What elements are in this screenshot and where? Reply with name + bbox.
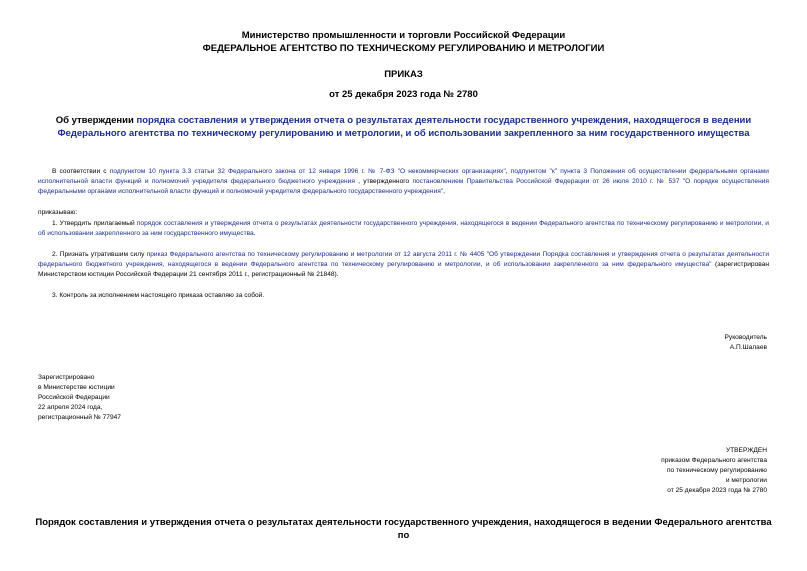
ministry-name: Министерство промышленности и торговли Российской Федерации (241, 30, 566, 41)
item-1-end: . (253, 230, 256, 237)
agency-name: ФЕДЕРАЛЬНОЕ АГЕНТСТВО ПО ТЕХНИЧЕСКОМУ РЕГУЛИРОВАНИЮ И МЕТРОЛОГИИ (202, 43, 605, 54)
approval-line: от 25 декабря 2023 года № 2780 (667, 487, 767, 494)
registration-block (38, 373, 121, 423)
procedure-link[interactable]: порядок составления и утверждения отчета о результатах деятельности государственного учреждения, находящегося в ведении Федерального агентства по техническому регулированию и метрологии, и об использовании закрепленного за ним государственного имущества (38, 220, 769, 237)
title-prefix: Об утверждении (55, 115, 137, 126)
item-2-text: 2. Признать утратившим силу (52, 251, 147, 258)
preamble-paragraph (38, 167, 769, 197)
registration-line: 22 апреля 2024 года, (38, 404, 103, 411)
registration-line: Российской Федерации (38, 394, 110, 401)
registration-line: Зарегистрировано (38, 374, 95, 381)
registration-line: регистрационный № 77947 (38, 414, 121, 421)
law-link[interactable]: подпунктом 10 пункта 3.3 статьи 32 Федерального закона от 12 января 1996 г. № 7-ФЗ "О некоммерческих организациях" (109, 168, 506, 175)
preamble-text-3: , утвержденного (354, 178, 413, 185)
appendix-title: Порядок составления и утверждения отчета о результатах деятельности государственного учреждения, находящегося в ведении Федерального агентства по (35, 517, 772, 541)
resolution-link[interactable]: постановлением Правительства Российской Федерации от 26 июля 2010 г. № 537 "О порядке осуществления федеральными органами исполнительной власти функций и полномочий учредителя федерального государственного учреждения" (38, 178, 769, 195)
document-date: от 25 декабря 2023 года № 2780 (329, 89, 478, 100)
preamble-text-1: В соответствии с (52, 168, 110, 175)
approval-block (661, 446, 767, 496)
approval-line: по техническому регулированию (666, 467, 767, 474)
item-2 (38, 250, 769, 280)
orders-word: приказываю: (38, 209, 78, 216)
regulation-link[interactable]: подпунктом "к" пункта 3 Положения об осуществлении федеральными органами исполнительной власти функций и полномочий учредителя федерального бюджетного учреждения (38, 168, 769, 185)
item-1-text: 1. Утвердить прилагаемый (52, 220, 137, 227)
title-link[interactable]: порядка составления и утверждения отчета о результатах деятельности государственного учреждения, находящегося в ведении Федерального агентства по техническому регулированию и метрологии, и об использовании закрепленного за ним государственного имущества (57, 115, 752, 139)
repealed-order-link[interactable]: приказ Федерального агентства по техническому регулированию и метрологии от 12 августа 2011 г. № 4405 "Об утверждении Порядка составления и утверждения отчета о результатах деятельности федерального бюджетного учреждения, находящегося в ведении Федерального агентства по техническому регулированию и метрологии, и об использовании закрепленного за ним федерального имущества" (38, 251, 769, 268)
registration-line: в Министерстве юстиции (38, 384, 115, 391)
item-2-end: (зарегистрирован Министерством юстиции Российской Федерации 21 сентября 2011 г., регистрационный № 21848). (38, 261, 769, 278)
approval-heading: УТВЕРЖДЕН (725, 447, 767, 454)
approval-line: и метрологии (725, 477, 767, 484)
item-3: 3. Контроль за исполнением настоящего приказа оставляю за собой. (52, 292, 265, 299)
signature-role: Руководитель (724, 334, 767, 341)
signature-name: А.П.Шалаев (729, 344, 767, 351)
preamble-text-2: , (505, 168, 511, 175)
approval-line: приказом Федерального агентства (661, 457, 767, 464)
document-type: ПРИКАЗ (384, 69, 423, 80)
item-1 (38, 219, 769, 239)
preamble-text-4: , (443, 188, 446, 195)
document-title (30, 114, 777, 140)
